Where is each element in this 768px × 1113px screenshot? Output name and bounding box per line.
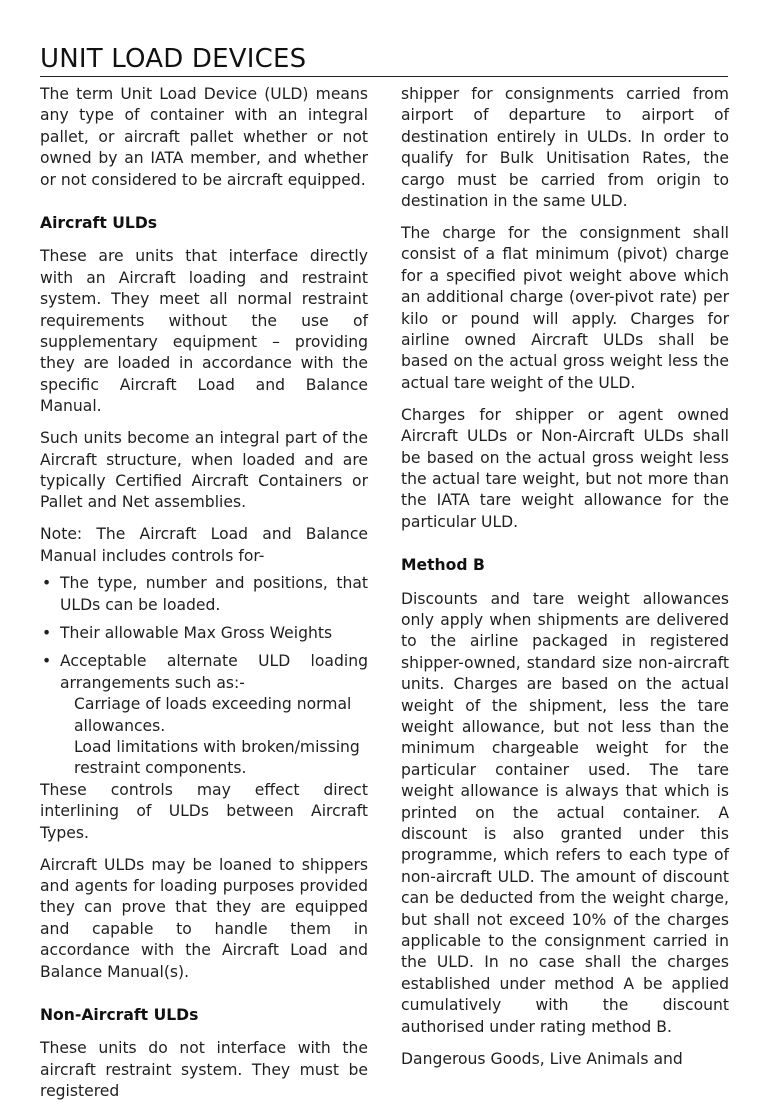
bullet-text: The type, number and positions, that ULDs can be loaded.: [60, 574, 368, 614]
aircraft-ulds-paragraph-2: Such units become an integral part of the Aircraft structure, when loaded and are typically Certified Aircraft Containers or Pallet and Net assemblies.: [40, 429, 368, 512]
sub-item-load-limitations: Load limitations with broken/missing restraint components.: [74, 737, 360, 778]
bullet-glyph: •: [42, 623, 52, 642]
title-divider: [40, 76, 728, 77]
bullet-item: [40, 651, 368, 694]
controls-paragraph: These controls may effect direct interlining of ULDs between Aircraft Types.: [40, 780, 368, 842]
bullet-glyph: •: [42, 574, 52, 593]
right-column: [401, 84, 729, 1080]
dangerous-goods-paragraph: Dangerous Goods, Live Animals and: [401, 1049, 683, 1068]
bullet-glyph: •: [42, 652, 52, 671]
charge-paragraph: The charge for the consignment shall consist of a flat minimum (pivot) charge for a specified pivot weight above which an additional charge (over-pivot rate) per kilo or pound will apply. Charges for airline owned Aircraft ULDs shall be based on the actual gross weight less the actual tare weight of the ULD.: [401, 223, 729, 392]
left-column: [40, 84, 368, 1113]
heading-method-b: Method B: [401, 556, 485, 575]
controls-bullet-list: [40, 573, 368, 694]
bullet-item: [40, 573, 368, 616]
shipper-owned-paragraph: Charges for shipper or agent owned Aircraft ULDs or Non-Aircraft ULDs shall be based on the actual gross weight less the actual tare weight, but not more than the IATA tare weight allowance for the particular ULD.: [401, 405, 729, 531]
sub-item-excess-loads: Carriage of loads exceeding normal allowances.: [74, 695, 352, 735]
bullet-text: Acceptable alternate ULD loading arrangements such as:-: [60, 652, 368, 692]
page-title: UNIT LOAD DEVICES: [40, 44, 307, 74]
continued-paragraph: shipper for consignments carried from airport of departure to airport of destination entirely in ULDs. In order to qualify for Bulk Unitisation Rates, the cargo must be carried from origin to destination in the same ULD.: [401, 85, 729, 211]
intro-paragraph: The term Unit Load Device (ULD) means any type of container with an integral pallet, or aircraft pallet whether or not owned by an IATA member, and whether or not considered to be aircraft equipped.: [40, 85, 368, 189]
loaned-paragraph: Aircraft ULDs may be loaned to shippers and agents for loading purposes provided they can prove that they are equipped and capable to handle them in accordance with the Aircraft Load and Balance Manual(s).: [40, 855, 368, 981]
method-b-paragraph: Discounts and tare weight allowances only apply when shipments are delivered to the airline packaged in registered shipper-owned, standard size non-aircraft units. Charges are based on the actual weight of the shipment, less the tare weight allowance, but not less than the minimum chargeable weight for the particular container used. The tare weight allowance is always that which is printed on the actual container. A discount is also granted under this programme, which refers to each type of non-aircraft ULD. The amount of discount can be deducted from the weight charge, but shall not exceed 10% of the charges applicable to the consignment carried in the ULD. In no case shall the charges established under method A be applied cumulatively with the discount authorised under rating method B.: [401, 589, 729, 1036]
non-aircraft-paragraph: These units do not interface with the aircraft restraint system. They must be registered: [40, 1039, 368, 1101]
bullet-text: Their allowable Max Gross Weights: [60, 623, 333, 642]
heading-non-aircraft-ulds: Non-Aircraft ULDs: [40, 1005, 199, 1024]
bullet-item: [40, 623, 368, 644]
note-paragraph: Note: The Aircraft Load and Balance Manual includes controls for-: [40, 525, 368, 565]
heading-aircraft-ulds: Aircraft ULDs: [40, 214, 158, 233]
aircraft-ulds-paragraph-1: These are units that interface directly with an Aircraft loading and restraint system. They meet all normal restraint requirements without the use of supplementary equipment – providing they are loaded in accordance with the specific Aircraft Load and Balance Manual.: [40, 247, 368, 416]
